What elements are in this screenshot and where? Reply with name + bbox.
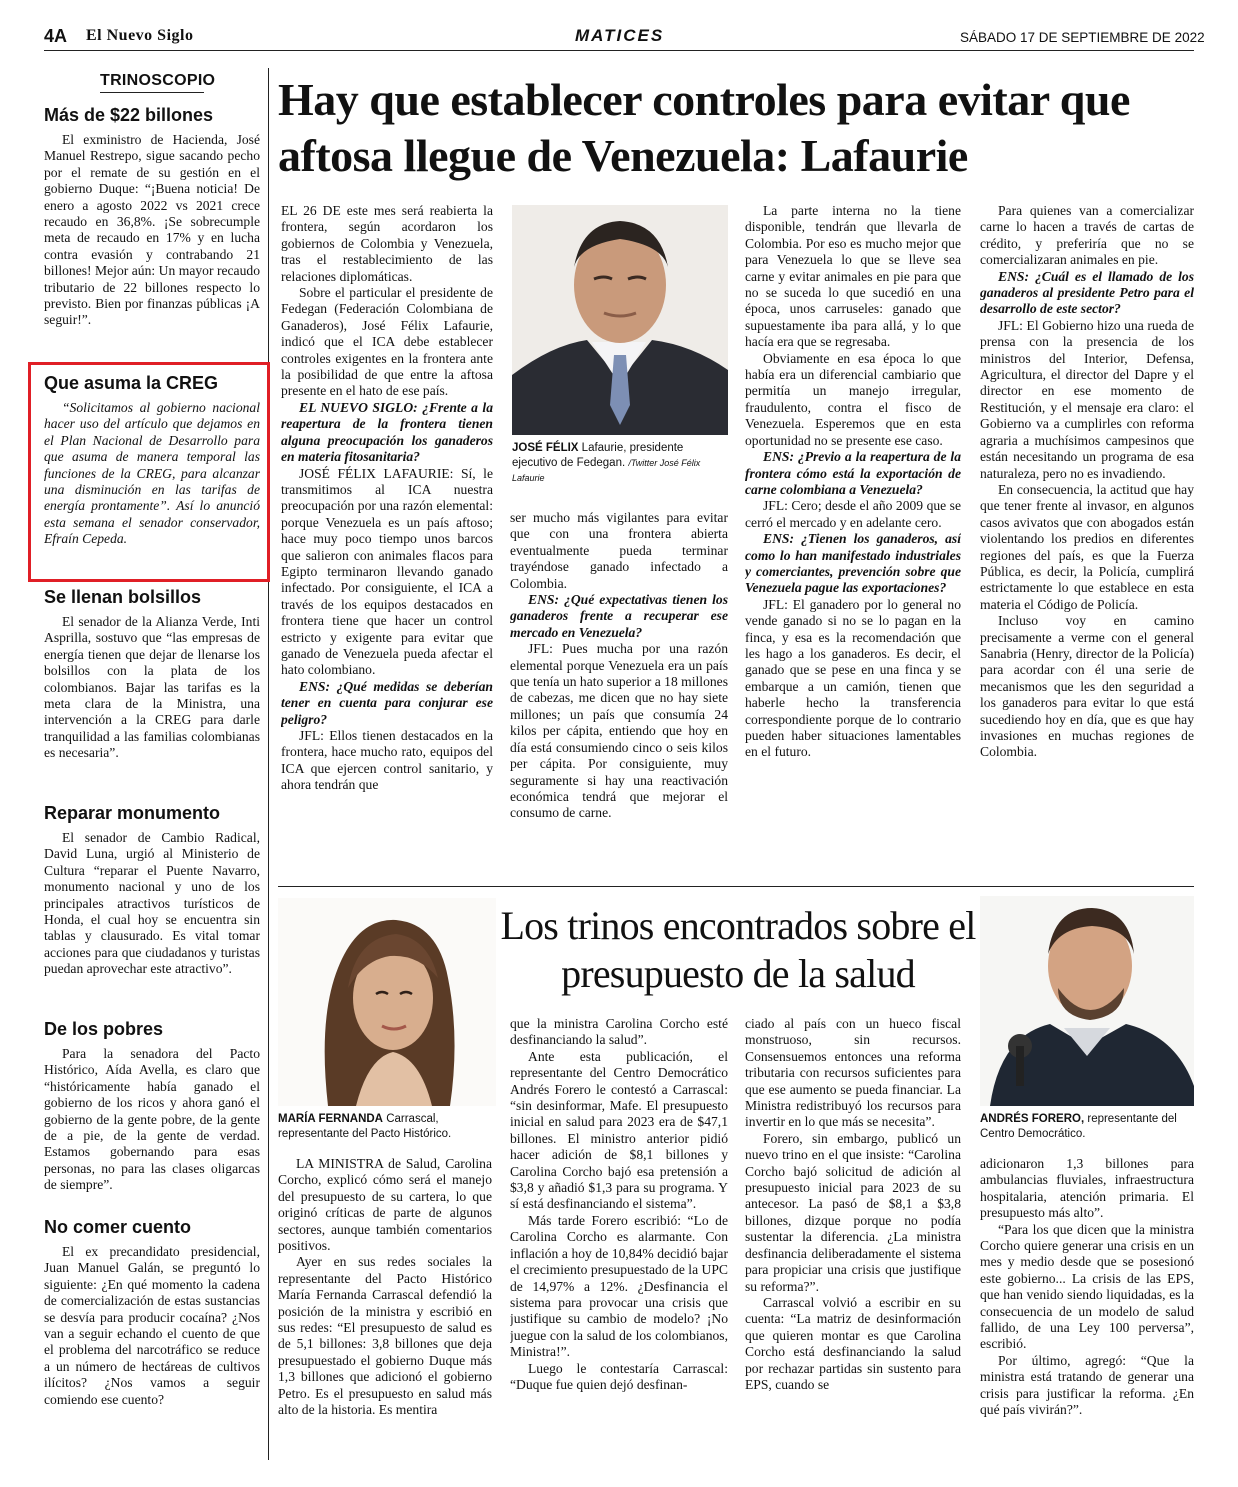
carrascal-caption [278, 1112, 496, 1142]
article1-paragraph: JFL: El ganadero por lo general no vende ganado si no se lo pagan en la finca, y esa es la recomendación que les hago a los ganaderos. Es decir, el ganado que se pese en una finca y se embarque a un camión, tienen que haberle hecho la transferencia correspondiente porque de lo contrario pueden haber situaciones lamentables en el futuro. [745, 596, 961, 760]
article1-paragraph: JFL: Ellos tienen destacados en la frontera, hace mucho rato, equipos del ICA que ejercen control sanitario, y ahora tendrán que [281, 728, 493, 793]
sidebar-heading: TRINOSCOPIO [100, 72, 216, 89]
masthead-rule [44, 50, 1194, 51]
article1-question: EL NUEVO SIGLO: ¿Frente a la reapertura de la frontera tienen alguna preocupación los ganaderos en materia fitosanitaria? [281, 399, 493, 465]
issue-date: SÁBADO 17 DE SEPTIEMBRE DE 2022 [960, 30, 1205, 45]
section-name: MATICES [575, 26, 665, 45]
sidebar-item-text: El ex precandidato presidencial, Juan Manuel Galán, se preguntó lo siguiente: ¿En qué momento la cadena de comercialización de estas sustancias se desvía para producir cocaína? ¿Nos van a seguir echando el cuento de que el problema del narcotráfico se reduce a un número de hectáreas de cultivos ilícitos? ¿Nos vamos a seguir comiendo ese cuento? [44, 1244, 260, 1407]
article1-paragraph: Para quienes van a comercializar carne lo hacen a través de cartas de crédito, y preferiría que no se comercializaran animales en pie. [980, 203, 1194, 268]
article1-question: ENS: ¿Cuál es el llamado de los ganaderos al presidente Petro para el desarrollo de este sector? [980, 268, 1194, 317]
article2-paragraph: Forero, sin embargo, publicó un nuevo trino en el que insiste: “Carolina Corcho bajó solicitud de adición al presupuesto inicial para 2023 de su antecesor. La pasó de $8,1 a $3,8 billones, dizque porque no podía sustentar la diferencia. ¿La ministra desfinancia deliberadamente el sistema para propiciar una crisis que justifique su reforma?”. [745, 1130, 961, 1294]
photo-credit: /Twitter José Félix Lafaurie [512, 458, 701, 483]
article2-paragraph: Ayer en sus redes sociales la representante del Pacto Histórico María Fernanda Carrascal defendió la posición de la ministra y escribió en sus redes: “El presupuesto de salud es de 5,1 billones: 3,8 billones que deja presupuestado el gobierno Duque más 1,3 billones que adicionó el gobierno Petro. Es el presupuesto en salud más alto de la historia. Es mentira [278, 1254, 492, 1418]
carrascal-photo [278, 898, 496, 1106]
forero-caption [980, 1112, 1194, 1142]
man-portrait-icon [512, 205, 728, 435]
article1-paragraph: JFL: Cero; desde el año 2009 que se cerró el mercado y en adelante cero. [745, 498, 961, 530]
article1-question: ENS: ¿Qué expectativas tienen los ganaderos frente a recuperar ese mercado en Venezuela? [510, 592, 728, 640]
man-speaking-portrait-icon [980, 896, 1194, 1106]
article2-paragraph: Luego le contestaría Carrascal: “Duque fue quien dejó desfinan- [510, 1360, 728, 1392]
article2-paragraph: que la ministra Carolina Corcho esté desfinanciando la salud”. [510, 1016, 728, 1048]
article1-paragraph: JOSÉ FÉLIX LAFAURIE: Sí, le transmitimos al ICA nuestra preocupación por una razón elemental: porque Venezuela es un país aftoso; hace muy poco tiempo unos barcos que salieron con animales flacos para Egipto terminaron llevando ganado infectado. Por consiguiente, el ICA a través de los equipos destacados en frontera tiene que hacer un control estricto y exigente para evitar que ganado de Venezuela pueda afectar el hato colombiano. [281, 465, 493, 678]
article1-paragraph: Sobre el particular el presidente de Fedegan (Federación Colombiana de Ganaderos), José Félix Lafaurie, indicó que el ICA debe establecer controles exigentes en la frontera ante la posibilidad de que entre la aftosa presente en el hato de ese país. [281, 285, 493, 399]
article2-paragraph: adicionaron 1,3 billones para ambulancias fluviales, infraestructura hospitalaria, atención primaria. El presupuesto más alto”. [980, 1156, 1194, 1221]
article2-headline: Los trinos encontrados sobre el presupuesto de la salud [500, 903, 976, 996]
caption-text: Lafaurie, presidente ejecutivo de Fedegan. [512, 442, 684, 469]
sidebar-item [44, 104, 260, 352]
sidebar-item-text: “Solicitamos al gobierno nacional hacer uso del artículo que dejamos en el Plan Nacional de Desarrollo para que asuma de manera temporal las funciones de la CREG, para alcanzar una disminución en las tarifas de energía prontamente”. Así lo anunció esta semana el senador conservador, Efraín Cepeda. [44, 400, 260, 547]
article1-question: ENS: ¿Qué medidas se deberían tener en cuenta para conjurar ese peligro? [281, 678, 493, 727]
sidebar-item [44, 1216, 260, 1456]
article2-paragraph: LA MINISTRA de Salud, Carolina Corcho, explicó cómo será el manejo del presupuesto de su cartera, lo que originó críticas de parte de algunos sectores, aunque también comentarios positivos. [278, 1156, 492, 1254]
article1-paragraph: JFL: Pues mucha por una razón elemental porque Venezuela era un país que tenía un hato superior a 18 millones de cabezas, me dicen que no hay siete millones; un país que consumía 24 kilos per cápita, entiendo que hoy en día está consumiendo cinco o seis kilos per cápita. Por consiguiente, muy seguramente si hay una reactivación económica tendrá que mejorar el consumo de carne. [510, 641, 728, 821]
article2-column-2 [510, 1016, 728, 1456]
sidebar-item-text: El exministro de Hacienda, José Manuel Restrepo, sigue sacando pecho por el remate de su gestión en el gobierno Duque: “¡Buena noticia! De enero a agosto 2022 vs 2021 crece recaudo en 36,8%. ¡Se sobrecumple meta de recaudo en 17% y en lucha contra evasión y contrabando 21 billones! Mejor aún: Un mayor recaudo tributario de 22 billones respecto lo previsto. Bien por finanzas públicas ¡A seguir!”. [44, 132, 260, 328]
article1-paragraph: Incluso voy en camino precisamente a verme con el general Sanabria (Henry, director de la Policía) para acordar con él una serie de mecanismos que les den seguridad a los ganaderos para evitar lo que está sucediendo hoy en día, que es que hay invasiones en muchas regiones de Colombia. [980, 613, 1194, 760]
sidebar-divider [268, 68, 269, 1460]
woman-portrait-icon [278, 898, 496, 1106]
newspaper-name: El Nuevo Siglo [86, 27, 194, 44]
article1-paragraph: Obviamente en esa época lo que había era un diferencial cambiario que permitía un manejo irregular, fraudulento, contra el fisco de Venezuela. Esperemos que en esta oportunidad no se presente ese caso. [745, 350, 961, 448]
article1-question: ENS: ¿Tienen los ganaderos, así como lo han manifestado industriales y comerciantes, prevención sobre que Venezuela pague las exportaciones? [745, 531, 961, 596]
article1-paragraph: La parte interna no la tiene disponible, tendrán que llevarla de Colombia. Por eso es mucho mejor que para Venezuela lo que se lleve sea carne y evitar animales en pie para que no se suceda lo que sucedió en una época, unos carruseles: ganado que supuestamente iba para allá, y lo que hacía era que se regresaba. [745, 203, 961, 350]
sidebar-item-highlighted [44, 372, 260, 574]
sidebar-item-text: El senador de la Alianza Verde, Inti Asprilla, sostuvo que “las empresas de energía tienen que dejar de llenarse los bolsillos con la plata de los colombianos. Bajar las tarifas es la meta clara de la Ministra, una intervención a la CREG para darle tranquilidad a las familias colombianas es necesaria”. [44, 614, 260, 761]
sidebar-item-title: De los pobres [44, 1019, 164, 1039]
sidebar-item [44, 1018, 260, 1212]
lafaurie-caption [512, 441, 728, 486]
sidebar-item [44, 802, 260, 1012]
article1-question: ENS: ¿Previo a la reapertura de la frontera cómo está la exportación de carne colombiana a Venezuela? [745, 449, 961, 497]
sidebar-item-title: No comer cuento [44, 1217, 192, 1237]
sidebar-item-title: Se llenan bolsillos [44, 587, 202, 607]
article2-paragraph: ciado al país con un hueco fiscal monstruoso, sin recursos. Consensuemos entonces una reforma tributaria con recursos suficientes para que ese aumento se pueda financiar. La Ministra redistribuyó los recursos para invertir en lo que más se necesita”. [745, 1016, 961, 1130]
page-number: 4A [44, 26, 68, 46]
article1-column-4 [980, 203, 1194, 873]
sidebar-item-text: Para la senadora del Pacto Histórico, Aída Avella, es claro que “históricamente había ganado el gobierno de los ricos y ahora ganó el gobierno de la gente pobre, de la gente de a pie, de la gente de verdad. Estamos gobernando para esas personas, no para las clases oligarcas de siempre”. [44, 1046, 260, 1193]
lafaurie-photo [512, 205, 728, 435]
article1-paragraph: JFL: El Gobierno hizo una rueda de prensa con la presencia de los ministros del Interior, Defensa, Agricultura, el director del Dapre y el director en ese momento de Restitución, y el mensaje era claro: el Gobierno va a cumplirles con reforma agraria a muchísimos campesinos que están necesitando un programa de esa naturaleza, pero no es invadiendo. [980, 317, 1194, 481]
caption-name: ANDRÉS FORERO, [980, 1113, 1085, 1125]
article2-paragraph: Carrascal volvió a escribir en su cuenta: “La matriz de desinformación que quieren montar es que Carolina Corcho está desfinanciando la salud por rechazar partidas sin sustento para EPS, cuando se [745, 1294, 961, 1392]
article1-paragraph: EL 26 DE este mes será reabierta la frontera, según acordaron los gobiernos de Colombia y Venezuela, tras el restablecimiento de las relaciones diplomáticas. [281, 203, 493, 284]
article2-column-1 [278, 1156, 492, 1456]
article1-headline: Hay que establecer controles para evitar que aftosa llegue de Venezuela: Lafaurie [278, 74, 1130, 181]
sidebar-item-text: El senador de Cambio Radical, David Luna, urgió al Ministerio de Cultura “reparar el Puente Navarro, monumento nacional y uno de los principales atractivos turísticos de Honda, el cual hoy se encuentra sin tablas y clausurado. Es vital tomar acciones para que ciudadanos y turistas puedan aprovechar este atractivo”. [44, 830, 260, 977]
sidebar-item-title: Reparar monumento [44, 803, 221, 823]
sidebar-item [44, 586, 260, 796]
sidebar-item-title: Más de $22 billones [44, 105, 214, 125]
article2-paragraph: Más tarde Forero escribió: “Lo de Carolina Corcho es alarmante. Con inflación a hoy de 10,84% decidió bajar el crecimiento presupuestado de la UPC de 14,97% a 12%. ¿Desfinancia el sistema para provocar una crisis que justifique su cambio de modelo? ¡No juegue con la salud de los colombianos, Ministra!”. [510, 1212, 728, 1360]
article1-paragraph: En consecuencia, la actitud que hay que tener frente al invasor, en algunos casos avivatos que con abogados están violentando los predios en diferentes regiones del país, es que la Fuerza Pública, es decir, la Policía, cumplirá estrictamente lo que establece en esta materia el Código de Policía. [980, 481, 1194, 612]
forero-photo [980, 896, 1194, 1106]
article2-column-3 [745, 1016, 961, 1456]
caption-text: Carrascal, representante del Pacto Histórico. [278, 1113, 452, 1140]
caption-name: MARÍA FERNANDA [278, 1113, 383, 1125]
caption-name: JOSÉ FÉLIX [512, 442, 579, 454]
article2-paragraph: Ante esta publicación, el representante del Centro Democrático Andrés Forero le contestó a Carrascal: “sin desinformar, Mafe. El presupuesto inicial en salud para 2023 era de $47,1 billones. El ministro anterior pidió hacer adición de $8,1 billones y Carolina Corcho bajó esa pretensión a $3,8 y añadió $1,3 para su programa. Y sí está desfinanciando el sistema”. [510, 1048, 728, 1212]
caption-text: representante del Centro Democrático. [980, 1113, 1177, 1140]
article1-column-3 [745, 203, 961, 873]
article2-column-4 [980, 1156, 1194, 1456]
article1-column-1 [281, 203, 493, 873]
article2-paragraph: Por último, agregó: “Que la ministra está tratando de generar una crisis para justificar la reforma. ¿En qué país vivirán?”. [980, 1352, 1194, 1418]
sidebar-heading-underline [100, 92, 204, 93]
article1-paragraph: ser mucho más vigilantes para evitar que con una frontera abierta eventualmente pueda terminar trayéndose ganado infectado a Colombia. [510, 510, 728, 591]
article1-column-2 [510, 510, 728, 874]
article2-paragraph: “Para los que dicen que la ministra Corcho quiere generar una crisis en un mes y medio desde que se posesionó este gobierno... La crisis de las EPS, que han venido siendo liquidadas, es la consecuencia de un modelo de salud fallido, de una Ley 100 perversa”, escribió. [980, 1221, 1194, 1352]
sidebar-item-title: Que asuma la CREG [44, 373, 219, 393]
article-separator [278, 886, 1194, 887]
